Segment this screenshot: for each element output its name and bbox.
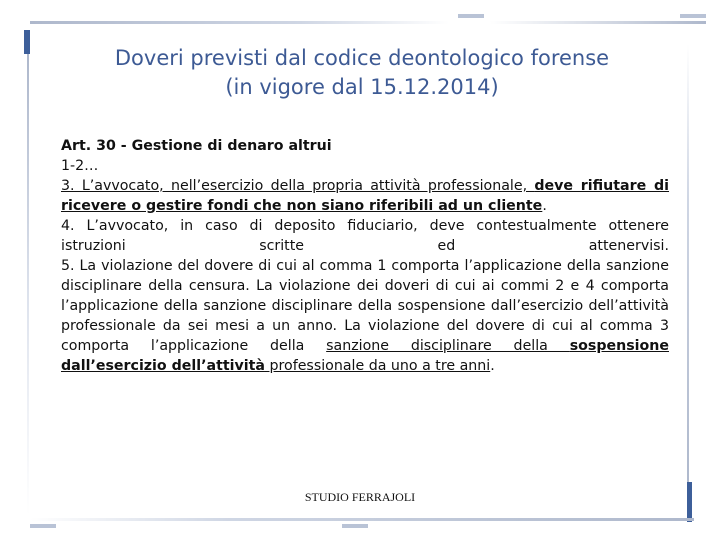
slide-title-line-2: (in vigore dal 15.12.2014): [225, 75, 499, 99]
paragraph-5-text: 5. La violazione del dovere di cui al comma 1 comporta l’applicazione della sanzione disciplinare della censura. La violazione dei doveri di cui ai commi 2 e 4 comporta l’applicazione della sanzione disciplinare della sospensione dall’esercizio dell’attività professionale da sei mesi a un anno. La violazione del dovere di cui al comma 3 comporta l’applicazione della: [61, 258, 669, 354]
slide-title-line-1: Doveri previsti dal codice deontologico forense: [114, 46, 610, 70]
paragraph-3: [61, 176, 669, 216]
paragraph-5-bold: sospensione dall’esercizio dell’attività: [61, 338, 669, 374]
paragraph-3-bold: deve rifiutare di ricevere o gestire fondi che non siano riferibili ad un cliente: [61, 178, 670, 214]
paragraph-5-underline-2: professionale da uno a tre anni: [264, 358, 491, 374]
paragraph-4: 4. L’avvocato, in caso di deposito fiduciario, deve contestualmente ottenere istruzioni scritte ed attenervisi.: [61, 218, 669, 254]
slide-title: [40, 44, 684, 102]
frame-top-tick-right: [680, 14, 706, 18]
frame-right-accent-bar: [687, 482, 692, 522]
frame-right-line: [687, 44, 689, 490]
paragraph-5-underline-1: sanzione disciplinare della: [326, 338, 570, 354]
frame-top-line: [30, 21, 706, 24]
footer-studio-name: STUDIO FERRAJOLI: [304, 490, 416, 504]
frame-bottom-tick: [30, 524, 56, 528]
paragraph-5-end: .: [490, 358, 495, 374]
article-heading: Art. 30 - Gestione di denaro altrui: [61, 138, 332, 154]
frame-left-line: [27, 54, 29, 516]
paragraph-3-end: .: [542, 198, 547, 214]
frame-left-accent-bar: [24, 30, 30, 54]
frame-bottom-line: [30, 518, 694, 521]
frame-top-tick: [458, 14, 484, 18]
frame-bottom-tick-center: [342, 524, 368, 528]
paragraph-1-2: 1-2…: [61, 158, 99, 174]
paragraph-3-text: 3. L’avvocato, nell’esercizio della propria attività professionale,: [61, 178, 535, 194]
paragraph-5: [61, 256, 669, 376]
article-body: [61, 136, 669, 376]
